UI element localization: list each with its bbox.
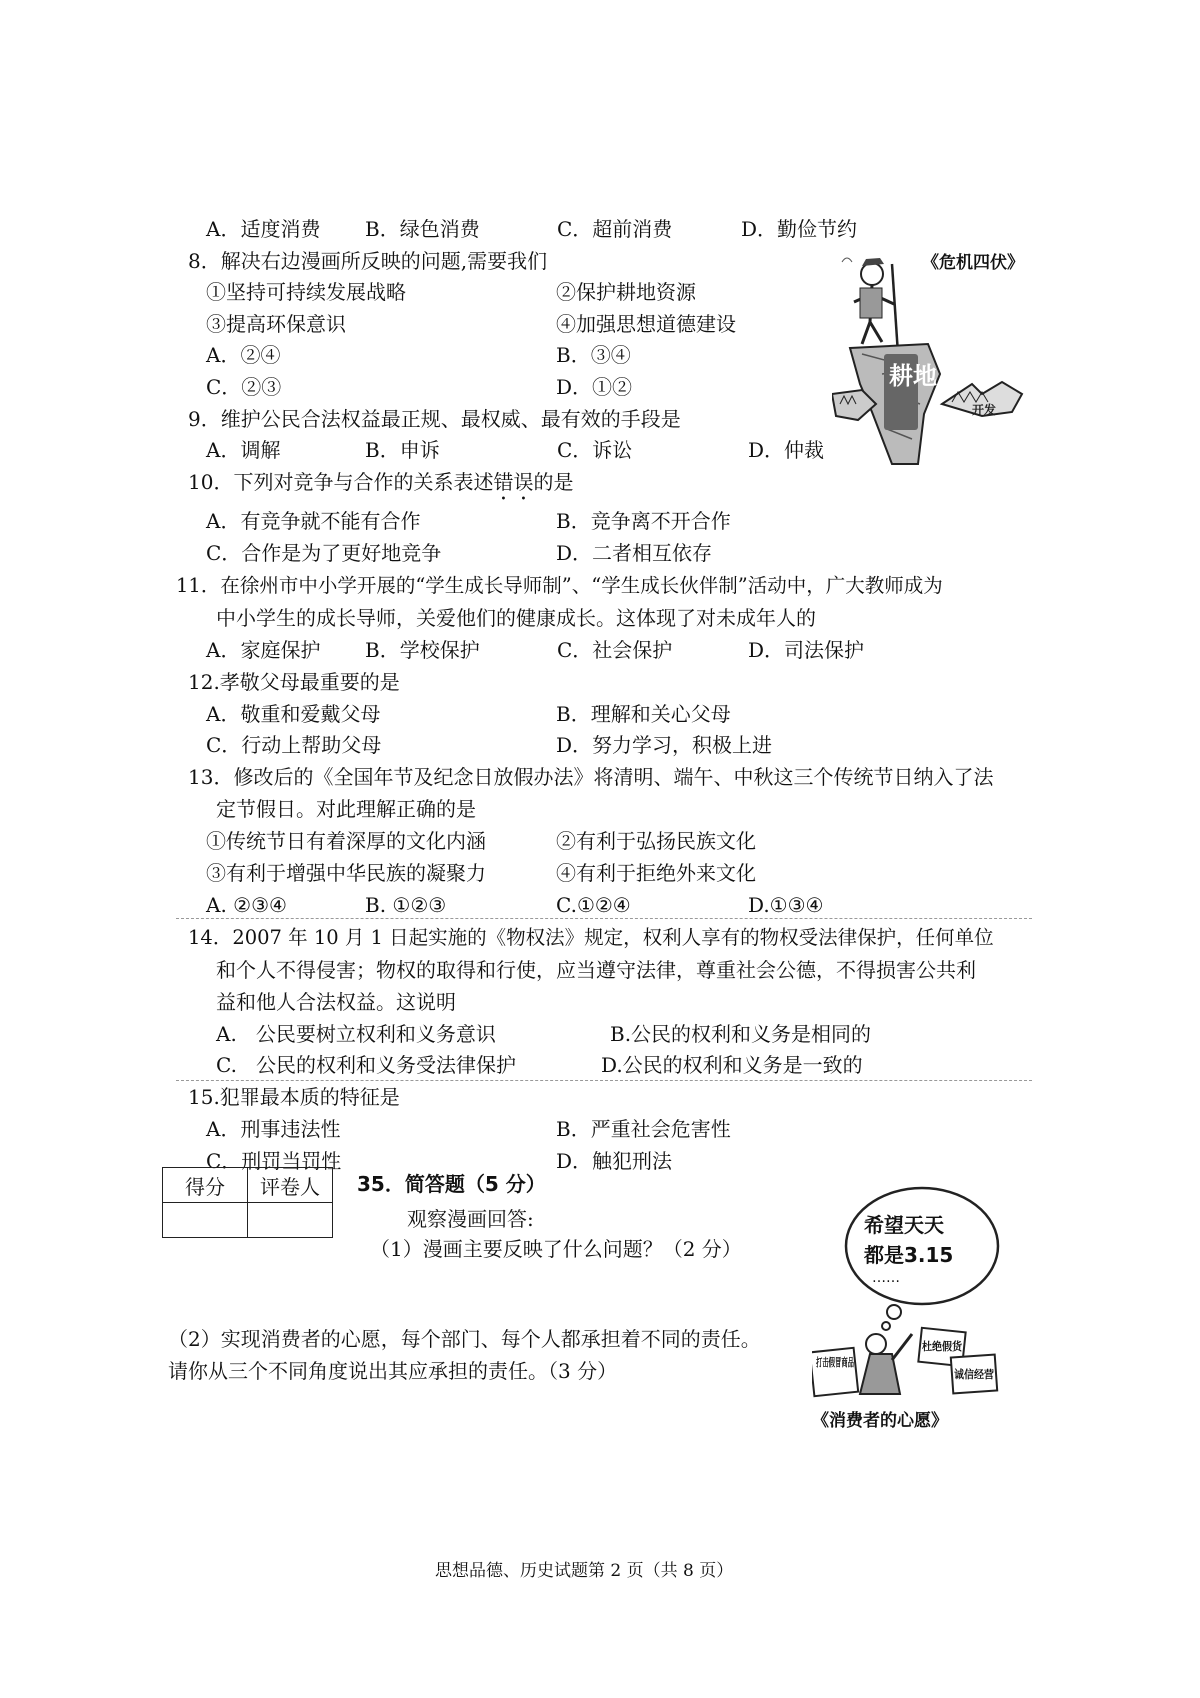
q35-part2-line2: 请你从三个不同角度说出其应承担的责任。（3 分） [168,1359,618,1383]
score-header: 得分 [163,1168,248,1203]
q11-option-c: C．社会保护 [557,638,673,662]
divider [176,1080,1032,1081]
q14-option-b: B.公民的权利和义务是相同的 [610,1022,872,1046]
q8-statement-1: ①坚持可持续发展战略 [206,280,406,304]
q7-option-c: C．超前消费 [557,217,673,241]
bubble-text-3: …… [872,1270,900,1286]
q13-option-d: D.①③④ [748,893,824,917]
crisis-cartoon-drawing [832,244,1032,474]
q14-stem-line2: 和个人不得侵害；物权的取得和行使，应当遵守法律，尊重社会公德，不得损害公共利 [216,958,976,982]
q9-option-d: D．仲裁 [748,438,825,462]
consumer-cartoon-drawing [812,1184,1012,1399]
q14-stem-line1: 14．2007 年 10 月 1 日起实施的《物权法》规定，权利人享有的物权受法律保护，任何单位 [188,926,994,949]
q15-stem: 15.犯罪最本质的特征是 [188,1085,400,1109]
q10-stem [188,469,573,505]
bubble-text-2: 都是3.15 [864,1243,954,1267]
q11-option-d: D．司法保护 [748,638,865,662]
q11-option-b: B．学校保护 [365,638,480,662]
consumer-cartoon [812,1184,1012,1429]
q35-intro: 观察漫画回答: [407,1207,534,1231]
q12-option-a: A．敬重和爱戴父母 [206,702,381,726]
q13-statement-1: ①传统节日有着深厚的文化内涵 [206,829,486,853]
q14-option-d: D.公民的权利和义务是一致的 [601,1053,863,1077]
sign-3: 诚信经营 [954,1368,998,1381]
q10-stem-prefix: 10．下列对竞争与合作的关系表述 [188,470,494,494]
divider [176,918,1032,919]
q10-option-b: B．竞争离不开合作 [556,509,731,533]
grader-header: 评卷人 [248,1168,333,1203]
crisis-cartoon-title: 《危机四伏》 [922,253,1024,273]
q11-stem-line1: 11．在徐州市中小学开展的“学生成长导师制”、“学生成长伙伴制”活动中，广大教师成为 [176,574,943,597]
q13-option-b: B. ①②③ [365,893,447,917]
q7-option-b: B．绿色消费 [365,217,480,241]
q13-statement-4: ④有利于拒绝外来文化 [556,861,756,885]
q8-stem: 8．解决右边漫画所反映的问题,需要我们 [188,249,548,273]
q10-stem-emphasis: 错误 [493,470,534,494]
q8-option-c: C．②③ [206,375,282,399]
q15-option-d: D．触犯刑法 [556,1149,673,1173]
q10-option-a: A．有竞争就不能有合作 [206,509,421,533]
q9-option-b: B．申诉 [365,438,440,462]
consumer-cartoon-title: 《消费者的心愿》 [812,1411,948,1431]
q14-option-c: C. 公民的权利和义务受法律保护 [216,1053,517,1077]
q7-option-d: D．勤俭节约 [741,217,858,241]
q12-option-d: D．努力学习，积极上进 [556,733,773,757]
sign-2: 杜绝假货 [922,1340,966,1353]
q8-statement-3: ③提高环保意识 [206,312,346,336]
q12-stem: 12.孝敬父母最重要的是 [188,670,400,694]
q14-option-a: A. 公民要树立权利和义务意识 [216,1022,496,1046]
q35-part1: （1）漫画主要反映了什么问题？（2 分） [370,1237,742,1261]
q13-stem-line1: 13．修改后的《全国年节及纪念日放假办法》将清明、端午、中秋这三个传统节日纳入了法 [188,765,994,789]
q13-stem-line2: 定节假日。对此理解正确的是 [216,797,476,821]
q12-option-b: B．理解和关心父母 [556,702,731,726]
q13-option-a: A. ②③④ [206,893,287,917]
q13-option-c: C.①②④ [556,893,631,917]
q9-stem: 9．维护公民合法权益最正规、最权威、最有效的手段是 [188,407,681,431]
page-footer: 思想品德、历史试题第 2 页（共 8 页） [435,1561,734,1581]
bubble-text-1: 希望天天 [864,1213,944,1237]
q14-stem-line3: 益和他人合法权益。这说明 [216,990,456,1014]
q35-part2-line1: （2）实现消费者的心愿，每个部门、每个人都承担着不同的责任。 [168,1327,761,1351]
q9-option-a: A．调解 [206,438,281,462]
q10-option-d: D．二者相互依存 [556,541,713,565]
score-cell[interactable] [163,1203,248,1238]
q13-statement-3: ③有利于增强中华民族的凝聚力 [206,861,486,885]
q11-option-a: A．家庭保护 [206,638,321,662]
q15-option-c: C．刑罚当罚性 [206,1149,342,1173]
sign-1: 打击假冒商品 [816,1356,882,1369]
q12-option-c: C．行动上帮助父母 [206,733,382,757]
crisis-cartoon-label: 耕地 [889,362,937,390]
q10-option-c: C．合作是为了更好地竞争 [206,541,442,565]
q7-option-a: A．适度消费 [206,217,321,241]
grader-cell[interactable] [248,1203,333,1238]
q8-option-a: A．②④ [206,343,281,367]
q11-stem-line2: 中小学生的成长导师，关爱他们的健康成长。这体现了对未成年人的 [216,606,816,630]
q10-stem-suffix: 的是 [533,470,574,494]
q9-option-c: C．诉讼 [557,438,633,462]
q8-option-d: D．①② [556,375,633,399]
q15-option-a: A．刑事违法性 [206,1117,341,1141]
crisis-cartoon [832,244,1032,474]
q13-statement-2: ②有利于弘扬民族文化 [556,829,756,853]
q35-title: 35．简答题（5 分） [357,1172,546,1196]
q8-statement-4: ④加强思想道德建设 [556,312,736,336]
crisis-cartoon-label2: 开发 [972,403,997,417]
score-table [162,1167,333,1238]
q8-option-b: B．③④ [556,343,631,367]
q15-option-b: B．严重社会危害性 [556,1117,731,1141]
q8-statement-2: ②保护耕地资源 [556,280,696,304]
